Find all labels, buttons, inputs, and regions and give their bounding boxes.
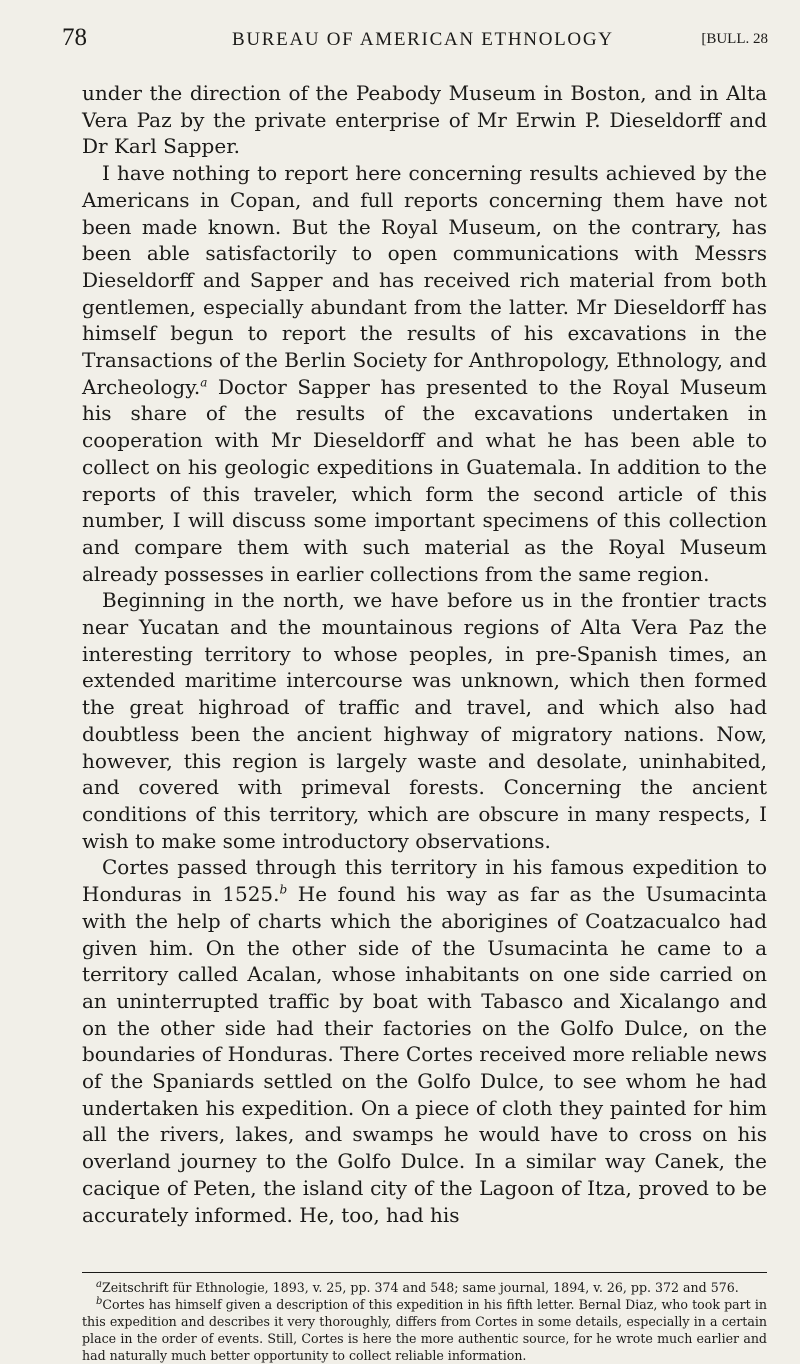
paragraph-text: under the direction of the Peabody Museum in Boston, and in Alta Vera Paz by the private enterprise of Mr Erwin P. Dieseldorff and Dr Karl Sapper. [82, 81, 767, 159]
footnote-mark: b [96, 1295, 103, 1307]
footnote [82, 1279, 767, 1296]
paragraph [82, 80, 767, 160]
paragraph [82, 587, 767, 854]
footnote-divider [82, 1272, 767, 1273]
page-number: 78 [62, 24, 87, 51]
paragraph-text: Doctor Sapper has presented to the Royal Museum his share of the results of the excavations undertaken in cooperation with Mr Dieseldorff and what he has been able to collect on his geologic expeditions in Guatemala. In addition to the reports of this traveler, which form the second article of this number, I will discuss some important specimens of this collection and compare them with such material as the Royal Museum already possesses in earlier collections from the same region. [82, 374, 767, 586]
main-text [82, 80, 767, 1228]
footnotes [82, 1279, 767, 1364]
footnote [82, 1296, 767, 1364]
footnote-text: Zeitschrift für Ethnologie, 1893, v. 25, pp. 374 and 548; same journal, 1894, v. 26, pp. 372 and 576. [101, 1280, 739, 1295]
bulletin-number: [BULL. 28 [701, 31, 768, 47]
paragraph [82, 160, 767, 587]
footnote-ref[interactable]: b [279, 882, 288, 897]
running-title: BUREAU OF AMERICAN ETHNOLOGY [232, 29, 614, 50]
footnote-text: Cortes has himself given a description of this expedition in his fifth letter. Bernal Diaz, who took part in this expedition and describes it very thoroughly, differs from Cortes in some details, especially in a certain place in the order of events. Still, Cortes is here the more authentic source, for he wrote much earlier and had naturally much better opportunity to collect reliable information. [82, 1297, 767, 1363]
running-header [62, 22, 768, 60]
paragraph-text: Beginning in the north, we have before us in the frontier tracts near Yucatan and the mountainous regions of Alta Vera Paz the interesting territory to whose peoples, in pre-Spanish times, an extended maritime intercourse was unknown, which then formed the great highroad of traffic and travel, and which also had doubtless been the ancient highway of migratory nations. Now, however, this region is largely waste and desolate, uninhabited, and covered with primeval forests. Concerning the ancient conditions of this territory, which are obscure in many respects, I wish to make some introductory observations. [82, 588, 767, 853]
footnote-mark: a [96, 1278, 102, 1290]
paragraph-text: Cortes passed through this territory in his famous expedition to Honduras in 1525. [82, 855, 767, 907]
footnote-ref[interactable]: a [200, 375, 208, 390]
paragraph [82, 854, 767, 1228]
paragraph-text: He found his way as far as the Usumacinta with the help of charts which the aborigines of Coatzacualco had given him. On the other side of the Usumacinta he came to a territory called Acalan, whose inhabitants on one side carried on an uninterrupted traffic by boat with Tabasco and Xicalango and on the other side had their factories on the Golfo Dulce, on the boundaries of Honduras. There Cortes received more reliable news of the Spaniards settled on the Golfo Dulce, to see whom he had undertaken his expedition. On a piece of cloth they painted for him all the rivers, lakes, and swamps he would have to cross on his overland journey to the Golfo Dulce. In a similar way Canek, the cacique of Peten, the island city of the Lagoon of Itza, proved to be accurately informed. He, too, had his [82, 882, 768, 1227]
paragraph-text: I have nothing to report here concerning results achieved by the Americans in Copan, and full reports concerning them have not been made known. But the Royal Museum, on the contrary, has been able satisfactorily to open communications with Messrs Dieseldorff and Sapper and has received rich material from both gentlemen, especially abundant from the latter. Mr Dieseldorff has himself begun to report the results of his excavations in the Transactions of the Berlin Society for Anthropology, Ethnology, and Archeology. [82, 161, 767, 399]
